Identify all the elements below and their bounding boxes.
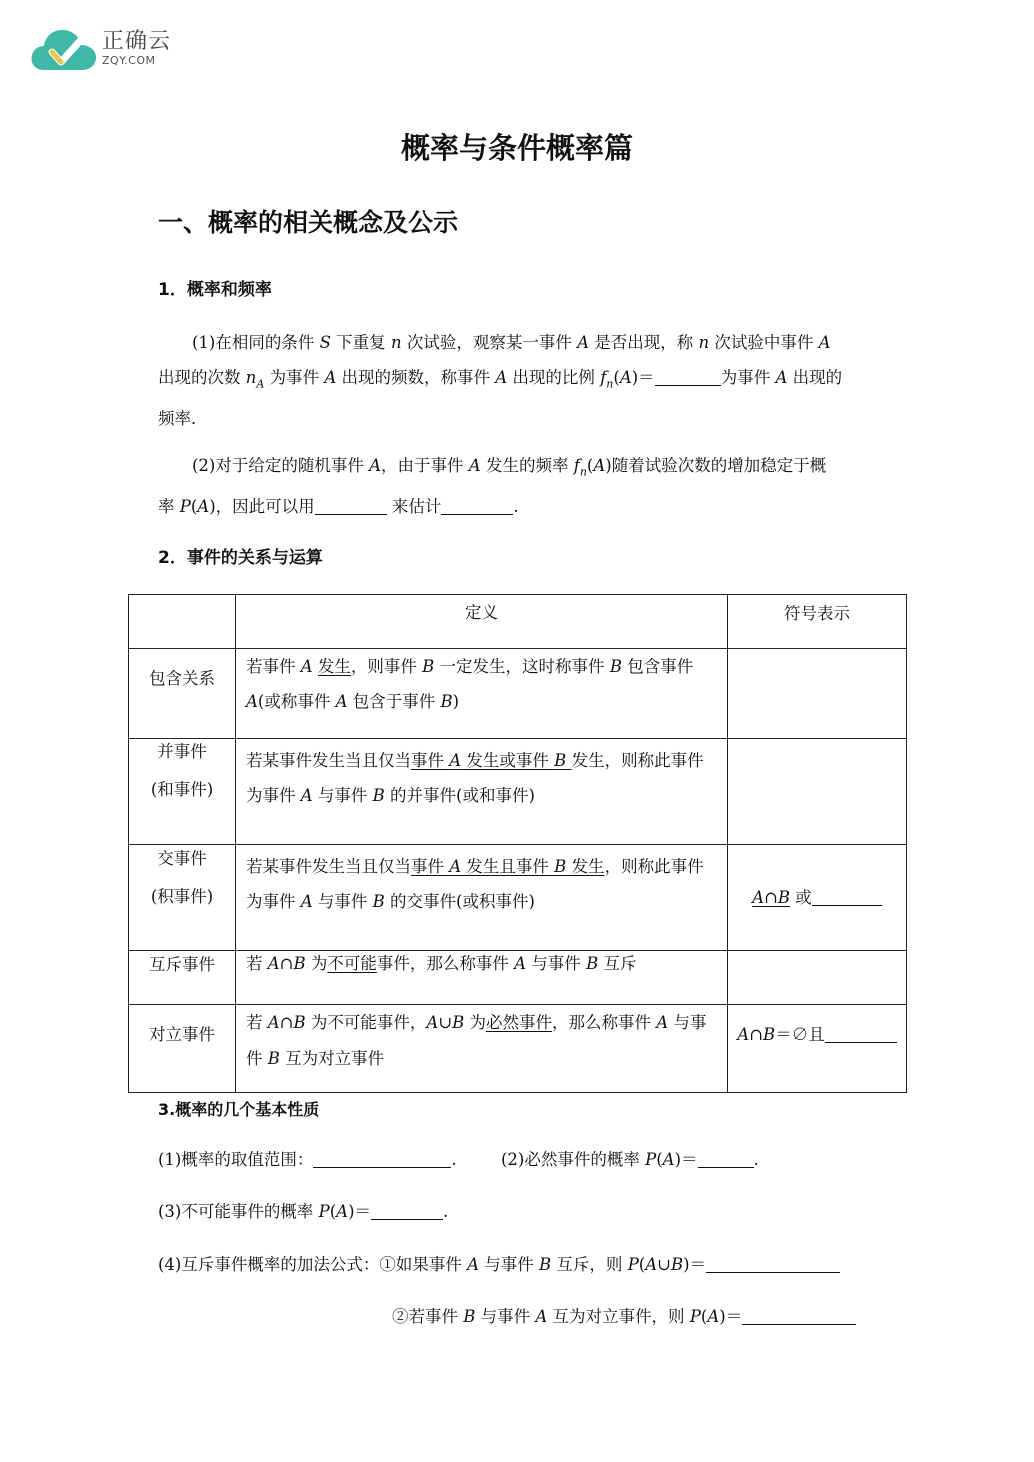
fill-blank[interactable] <box>742 1306 856 1325</box>
table-row <box>129 951 907 1005</box>
fill-blank[interactable] <box>706 1254 840 1273</box>
row-name: 包含关系 <box>129 649 236 739</box>
event-relations-table <box>128 594 907 1093</box>
row-definition: 若某事件发生当且仅当事件 A 发生或事件 B 发生，则称此事件为事件 A 与事件 B 的并事件(或和事件) <box>236 739 728 845</box>
header-cell-definition: 定义 <box>236 595 728 649</box>
table-row <box>129 739 907 845</box>
paragraph-probability: (2)对于给定的随机事件 A，由于事件 A 发生的频率 $f_n(A)$随着试验次数的增加稳定于概 率 P(A)，因此可以用 来估计 . <box>158 456 827 517</box>
table-row <box>129 649 907 739</box>
paragraph-frequency: (1)在相同的条件 S 下重复 n 次试验，观察某一事件 A 是否出现，称 n 次试验中事件 A 出现的次数 $n_A$ 为事件 A 出现的频数，称事件 A 出现的比例 $f_n(A)=$ 为事件 A 出现的 频率． <box>158 333 843 429</box>
subsection-heading-1: 1．概率和频率 <box>158 280 272 300</box>
header-cell-symbol: 符号表示 <box>728 595 907 649</box>
subsection-heading-2: 2．事件的关系与运算 <box>158 548 323 568</box>
row-name: 并事件 (和事件) <box>129 739 236 845</box>
fill-blank[interactable] <box>313 1149 451 1168</box>
row-symbol <box>728 649 907 739</box>
fill-blank[interactable] <box>441 496 513 515</box>
fill-blank[interactable] <box>315 496 387 515</box>
row-symbol: A∩B 或 <box>728 845 907 951</box>
property-impossible-event: (3)不可能事件的概率 P(A)＝ . <box>158 1202 449 1221</box>
header-cell <box>129 595 236 649</box>
logo-domain: ZQY.COM <box>102 54 156 67</box>
subsection-heading-3: 3.概率的几个基本性质 <box>158 1100 320 1119</box>
row-name: 互斥事件 <box>129 951 236 1005</box>
logo <box>30 24 180 76</box>
fill-blank[interactable] <box>698 1149 754 1168</box>
fill-blank[interactable] <box>812 887 882 906</box>
section-heading: 一、概率的相关概念及公示 <box>158 208 459 237</box>
row-definition: 若 A∩B 为不可能事件，那么称事件 A 与事件 B 互斥 <box>236 951 728 1005</box>
table-row <box>129 1005 907 1093</box>
row-symbol <box>728 739 907 845</box>
fill-blank[interactable] <box>655 367 721 386</box>
property-addition-rule: (4)互斥事件概率的加法公式：①如果事件 A 与事件 B 互斥，则 P(A∪B)＝ <box>158 1250 840 1280</box>
table-row <box>129 845 907 951</box>
row-name: 交事件 (积事件) <box>129 845 236 951</box>
table-header-row <box>129 595 907 649</box>
fill-blank[interactable] <box>825 1024 897 1043</box>
property-complement-rule: ②若事件 B 与事件 A 互为对立事件，则 P(A)＝ <box>392 1302 856 1332</box>
row-definition: 若事件 A 发生，则事件 B 一定发生，这时称事件 B 包含事件 A(或称事件 A 包含于事件 B) <box>236 649 728 739</box>
cloud-check-icon <box>30 24 100 76</box>
row-definition: 若 A∩B 为不可能事件，A∪B 为必然事件，那么称事件 A 与事件 B 互为对立事件 <box>236 1005 728 1093</box>
property-certain-event: (2)必然事件的概率 P(A)＝ . <box>501 1150 759 1169</box>
row-definition: 若某事件发生当且仅当事件 A 发生且事件 B 发生，则称此事件为事件 A 与事件 B 的交事件(或积事件) <box>236 845 728 951</box>
fill-blank[interactable] <box>371 1201 443 1220</box>
row-symbol <box>728 951 907 1005</box>
logo-name: 正确云 <box>102 29 172 54</box>
page-title: 概率与条件概率篇 <box>400 131 633 165</box>
row-name: 对立事件 <box>129 1005 236 1093</box>
property-range: (1)概率的取值范围： . <box>158 1150 457 1169</box>
row-symbol: A∩B＝∅且 <box>728 1005 907 1093</box>
